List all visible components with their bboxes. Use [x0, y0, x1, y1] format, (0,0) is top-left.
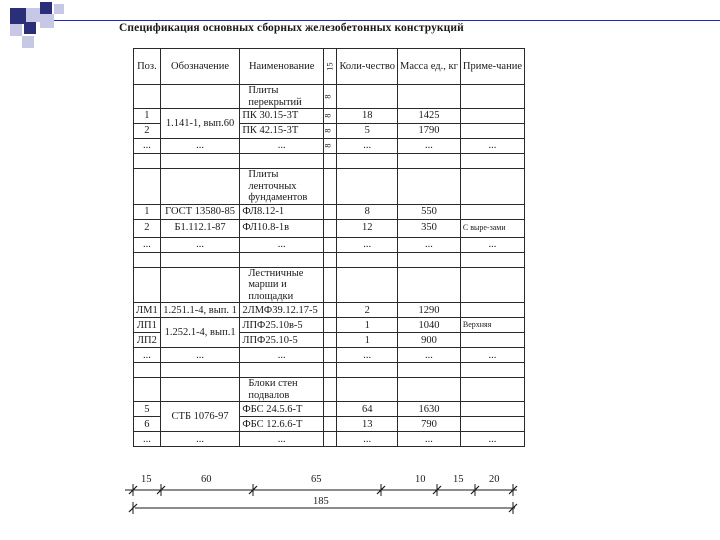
table-cell	[337, 363, 398, 378]
table-cell	[460, 333, 524, 348]
table-cell: ЛПФ25.10в-5	[240, 318, 324, 333]
decor-square	[26, 8, 40, 22]
dots-row	[134, 432, 525, 447]
table-cell: 1	[337, 318, 398, 333]
table-cell: ЛМ1	[134, 303, 161, 318]
specification-table	[133, 48, 525, 447]
dimension-label: 10	[415, 474, 426, 485]
table-cell: 8	[323, 139, 337, 154]
table-cell: 18	[337, 109, 398, 124]
decor-square	[10, 24, 22, 36]
table-cell: ...	[460, 432, 524, 447]
table-row	[134, 204, 525, 219]
table-cell: 900	[398, 333, 461, 348]
table-cell	[460, 109, 524, 124]
section-title-row	[134, 267, 525, 303]
table-cell	[160, 378, 240, 402]
table-cell	[323, 303, 337, 318]
table-cell	[337, 252, 398, 267]
empty-row	[134, 154, 525, 169]
table-cell: ...	[337, 139, 398, 154]
header-note: Приме-чание	[460, 49, 524, 85]
table-cell: ...	[337, 237, 398, 252]
dots-row	[134, 237, 525, 252]
table-cell: ФБС 24.5.6-Т	[240, 402, 324, 417]
table-cell: 64	[337, 402, 398, 417]
decor-square	[40, 2, 52, 14]
table-cell: 1630	[398, 402, 461, 417]
table-cell	[160, 154, 240, 169]
table-cell: 1290	[398, 303, 461, 318]
table-cell: 350	[398, 219, 461, 237]
table-cell: 1	[134, 109, 161, 124]
table-cell: ...	[240, 139, 324, 154]
table-cell	[460, 204, 524, 219]
table-cell	[134, 363, 161, 378]
table-cell: 1425	[398, 109, 461, 124]
dimension-label: 20	[489, 474, 500, 485]
table-cell	[323, 402, 337, 417]
table-cell	[337, 85, 398, 109]
designation-cell: 1.252.1-4, вып.1	[160, 318, 240, 348]
annotation-8: 8	[323, 85, 337, 109]
table-cell: ...	[240, 237, 324, 252]
table-cell: 8	[323, 124, 337, 139]
table-cell: 1	[337, 333, 398, 348]
table-cell: ...	[460, 237, 524, 252]
table-cell	[398, 267, 461, 303]
table-cell: ...	[160, 139, 240, 154]
designation-cell: СТБ 1076-97	[160, 402, 240, 432]
table-cell	[398, 154, 461, 169]
header-qty: Коли-чество	[337, 49, 398, 85]
table-cell	[323, 417, 337, 432]
table-cell	[323, 318, 337, 333]
table-cell: ГОСТ 13580-85	[160, 204, 240, 219]
table-cell	[398, 252, 461, 267]
table-cell	[460, 267, 524, 303]
header-pos: Поз.	[134, 49, 161, 85]
section-title: Плиты ленточных фундаментов	[240, 169, 324, 205]
table-cell	[160, 363, 240, 378]
table-cell	[134, 169, 161, 205]
table-cell	[134, 154, 161, 169]
decor-square	[24, 22, 36, 34]
table-row	[134, 318, 525, 333]
table-cell: 1	[134, 204, 161, 219]
header-mass: Масса ед., кг	[398, 49, 461, 85]
table-cell: 2	[134, 124, 161, 139]
table-cell: Верхняя	[460, 318, 524, 333]
table-cell	[460, 402, 524, 417]
table-cell: ПК 42.15-3Т	[240, 124, 324, 139]
table-cell	[323, 237, 337, 252]
empty-row	[134, 252, 525, 267]
table-cell: ...	[337, 348, 398, 363]
dots-row	[134, 139, 525, 154]
section-title-row	[134, 85, 525, 109]
table-cell: 790	[398, 417, 461, 432]
section-title-row	[134, 169, 525, 205]
table-cell	[240, 252, 324, 267]
specification-document	[115, 18, 525, 518]
table-cell: 2	[134, 219, 161, 237]
header-designation: Обозначение	[160, 49, 240, 85]
table-cell: 5	[337, 124, 398, 139]
table-cell: ...	[134, 432, 161, 447]
table-cell	[323, 432, 337, 447]
table-cell	[460, 303, 524, 318]
table-cell: ПК 30.15-3Т	[240, 109, 324, 124]
document-title: Спецификация основных сборных железобетонных конструкций	[119, 22, 464, 34]
decor-square	[54, 4, 64, 14]
table-cell	[134, 378, 161, 402]
table-cell	[323, 252, 337, 267]
table-cell	[460, 363, 524, 378]
table-cell	[323, 204, 337, 219]
dimension-label: 60	[201, 474, 212, 485]
table-cell: ...	[337, 432, 398, 447]
dimension-label: 65	[311, 474, 322, 485]
table-cell: 6	[134, 417, 161, 432]
table-cell	[323, 154, 337, 169]
table-cell: ...	[398, 139, 461, 154]
table-cell	[460, 378, 524, 402]
table-cell	[323, 267, 337, 303]
table-cell	[160, 252, 240, 267]
table-cell	[323, 348, 337, 363]
section-title: Плиты перекрытий	[240, 85, 324, 109]
table-cell: 5	[134, 402, 161, 417]
table-cell: 1790	[398, 124, 461, 139]
table-cell	[160, 169, 240, 205]
table-cell: ЛП2	[134, 333, 161, 348]
table-cell	[398, 169, 461, 205]
dimension-label: 15	[453, 474, 464, 485]
dots-row	[134, 348, 525, 363]
table-cell	[460, 417, 524, 432]
designation-cell: 1.141-1, вып.60	[160, 109, 240, 139]
table-cell: ФЛ8.12-1	[240, 204, 324, 219]
table-cell	[398, 85, 461, 109]
table-cell	[134, 85, 161, 109]
table-cell	[460, 124, 524, 139]
table-cell	[323, 169, 337, 205]
table-cell: 13	[337, 417, 398, 432]
table-cell	[337, 154, 398, 169]
table-cell	[460, 85, 524, 109]
section-title-row	[134, 378, 525, 402]
table-cell	[337, 169, 398, 205]
header-name: Наименование	[240, 49, 324, 85]
table-cell: ...	[160, 432, 240, 447]
decor-square	[22, 36, 34, 48]
table-cell: ...	[160, 237, 240, 252]
table-cell	[398, 363, 461, 378]
table-cell: ...	[134, 139, 161, 154]
table-cell: ...	[398, 237, 461, 252]
table-cell: ЛП1	[134, 318, 161, 333]
empty-row	[134, 363, 525, 378]
table-cell: 1.251.1-4, вып. 1	[160, 303, 240, 318]
table-row	[134, 303, 525, 318]
table-cell: 12	[337, 219, 398, 237]
table-cell: ...	[398, 432, 461, 447]
annotation-15: 15	[323, 49, 337, 85]
table-cell	[134, 267, 161, 303]
dimension-label: 15	[141, 474, 152, 485]
table-cell: 2	[337, 303, 398, 318]
table-cell: 1040	[398, 318, 461, 333]
table-cell: 8	[323, 109, 337, 124]
table-cell	[323, 363, 337, 378]
table-row	[134, 219, 525, 237]
table-cell: ...	[134, 348, 161, 363]
table-row	[134, 402, 525, 417]
table-cell: ...	[460, 139, 524, 154]
table-cell: ...	[134, 237, 161, 252]
table-cell: ...	[160, 348, 240, 363]
table-cell: ЛПФ25.10-5	[240, 333, 324, 348]
table-cell: 8	[337, 204, 398, 219]
table-cell	[160, 267, 240, 303]
table-cell	[337, 267, 398, 303]
table-cell: С выре-зами	[460, 219, 524, 237]
table-cell	[460, 154, 524, 169]
table-cell: ...	[240, 432, 324, 447]
table-cell: ФБС 12.6.6-Т	[240, 417, 324, 432]
table-cell	[134, 252, 161, 267]
table-cell	[337, 378, 398, 402]
table-cell: ФЛ10.8-1в	[240, 219, 324, 237]
table-cell: Б1.112.1-87	[160, 219, 240, 237]
table-cell	[323, 378, 337, 402]
table-cell	[398, 378, 461, 402]
table-cell: 550	[398, 204, 461, 219]
table-cell	[460, 169, 524, 205]
table-cell	[240, 154, 324, 169]
section-title: Блоки стен подвалов	[240, 378, 324, 402]
section-title: Лестничные марши и площадки	[240, 267, 324, 303]
table-header	[134, 49, 525, 85]
table-cell: ...	[398, 348, 461, 363]
table-cell	[160, 85, 240, 109]
table-cell: ...	[240, 348, 324, 363]
table-row	[134, 109, 525, 124]
table-cell	[460, 252, 524, 267]
table-cell	[240, 363, 324, 378]
decor-square	[40, 14, 54, 28]
table-cell	[323, 333, 337, 348]
table-cell: ...	[460, 348, 524, 363]
table-cell: 2ЛМФ39.12.17-5	[240, 303, 324, 318]
dimension-total: 185	[313, 496, 329, 507]
table-cell	[323, 219, 337, 237]
